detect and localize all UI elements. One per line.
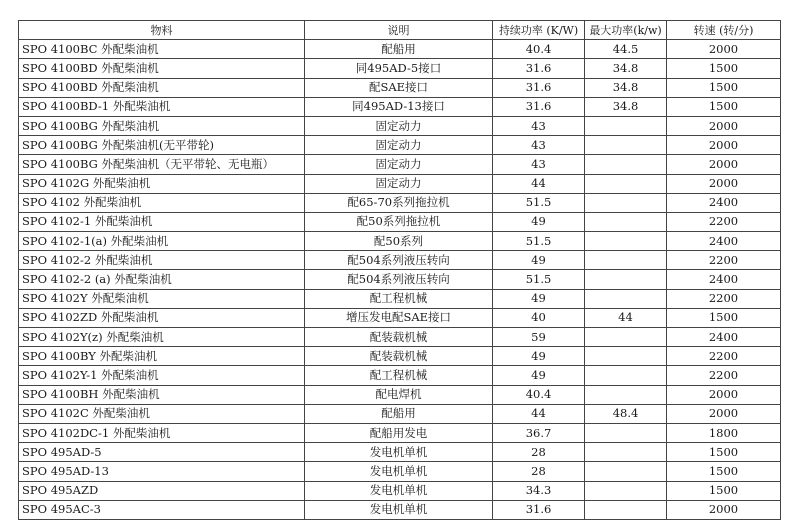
table-row bbox=[19, 443, 781, 462]
table-row bbox=[19, 155, 781, 174]
table-row bbox=[19, 347, 781, 366]
description-cell: 配船用发电 bbox=[305, 423, 493, 442]
continuous-power-cell: 51.5 bbox=[493, 193, 585, 212]
col-header-material: 物料 bbox=[19, 21, 305, 40]
continuous-power-cell: 59 bbox=[493, 328, 585, 347]
description-cell: 配装载机械 bbox=[305, 347, 493, 366]
material-cell: SPO 4100BG 外配柴油机(无平带轮) bbox=[19, 136, 305, 155]
max-power-cell: 48.4 bbox=[585, 404, 667, 423]
speed-cell: 2000 bbox=[667, 174, 781, 193]
table-body bbox=[19, 40, 781, 520]
table-row bbox=[19, 174, 781, 193]
description-cell: 配65-70系列拖拉机 bbox=[305, 193, 493, 212]
description-cell: 同495AD-13接口 bbox=[305, 97, 493, 116]
material-cell: SPO 4102-1(a) 外配柴油机 bbox=[19, 232, 305, 251]
product-table-sheet bbox=[18, 20, 780, 520]
continuous-power-cell: 31.6 bbox=[493, 59, 585, 78]
speed-cell: 2400 bbox=[667, 232, 781, 251]
description-cell: 增压发电配SAE接口 bbox=[305, 308, 493, 327]
speed-cell: 1500 bbox=[667, 443, 781, 462]
speed-cell: 2000 bbox=[667, 500, 781, 519]
table-row bbox=[19, 97, 781, 116]
table-row bbox=[19, 59, 781, 78]
speed-cell: 2000 bbox=[667, 404, 781, 423]
continuous-power-cell: 51.5 bbox=[493, 270, 585, 289]
description-cell: 发电机单机 bbox=[305, 443, 493, 462]
table-row bbox=[19, 270, 781, 289]
speed-cell: 1500 bbox=[667, 59, 781, 78]
table-row bbox=[19, 308, 781, 327]
continuous-power-cell: 49 bbox=[493, 289, 585, 308]
continuous-power-cell: 40 bbox=[493, 308, 585, 327]
col-header-max-power: 最大功率(k/w) bbox=[585, 21, 667, 40]
speed-cell: 1500 bbox=[667, 462, 781, 481]
continuous-power-cell: 36.7 bbox=[493, 423, 585, 442]
continuous-power-cell: 43 bbox=[493, 155, 585, 174]
description-cell: 配50系列拖拉机 bbox=[305, 212, 493, 231]
material-cell: SPO 4100BC 外配柴油机 bbox=[19, 40, 305, 59]
material-cell: SPO 4102-2 (a) 外配柴油机 bbox=[19, 270, 305, 289]
description-cell: 配504系列液压转向 bbox=[305, 270, 493, 289]
max-power-cell bbox=[585, 347, 667, 366]
max-power-cell: 44.5 bbox=[585, 40, 667, 59]
max-power-cell bbox=[585, 443, 667, 462]
max-power-cell bbox=[585, 500, 667, 519]
table-row bbox=[19, 40, 781, 59]
material-cell: SPO 4102Y(z) 外配柴油机 bbox=[19, 328, 305, 347]
continuous-power-cell: 49 bbox=[493, 366, 585, 385]
header-row bbox=[19, 21, 781, 40]
material-cell: SPO 495AC-3 bbox=[19, 500, 305, 519]
max-power-cell bbox=[585, 155, 667, 174]
continuous-power-cell: 44 bbox=[493, 404, 585, 423]
table-row bbox=[19, 423, 781, 442]
max-power-cell bbox=[585, 423, 667, 442]
table-row bbox=[19, 232, 781, 251]
product-table bbox=[18, 20, 781, 520]
description-cell: 固定动力 bbox=[305, 174, 493, 193]
material-cell: SPO 4102C 外配柴油机 bbox=[19, 404, 305, 423]
description-cell: 发电机单机 bbox=[305, 462, 493, 481]
continuous-power-cell: 31.6 bbox=[493, 500, 585, 519]
speed-cell: 2400 bbox=[667, 193, 781, 212]
continuous-power-cell: 34.3 bbox=[493, 481, 585, 500]
table-row bbox=[19, 136, 781, 155]
speed-cell: 1500 bbox=[667, 78, 781, 97]
max-power-cell bbox=[585, 289, 667, 308]
continuous-power-cell: 51.5 bbox=[493, 232, 585, 251]
material-cell: SPO 4100BG 外配柴油机 bbox=[19, 116, 305, 135]
continuous-power-cell: 31.6 bbox=[493, 97, 585, 116]
description-cell: 固定动力 bbox=[305, 155, 493, 174]
material-cell: SPO 4100BY 外配柴油机 bbox=[19, 347, 305, 366]
speed-cell: 2000 bbox=[667, 385, 781, 404]
col-header-continuous-power: 持续功率 (K/W) bbox=[493, 21, 585, 40]
material-cell: SPO 495AZD bbox=[19, 481, 305, 500]
speed-cell: 2000 bbox=[667, 136, 781, 155]
material-cell: SPO 4100BD-1 外配柴油机 bbox=[19, 97, 305, 116]
max-power-cell bbox=[585, 212, 667, 231]
description-cell: 配50系列 bbox=[305, 232, 493, 251]
table-row bbox=[19, 481, 781, 500]
max-power-cell bbox=[585, 232, 667, 251]
material-cell: SPO 4102 外配柴油机 bbox=[19, 193, 305, 212]
table-row bbox=[19, 251, 781, 270]
max-power-cell: 44 bbox=[585, 308, 667, 327]
table-row bbox=[19, 328, 781, 347]
continuous-power-cell: 40.4 bbox=[493, 385, 585, 404]
speed-cell: 1500 bbox=[667, 308, 781, 327]
max-power-cell bbox=[585, 136, 667, 155]
max-power-cell bbox=[585, 385, 667, 404]
material-cell: SPO 4102G 外配柴油机 bbox=[19, 174, 305, 193]
speed-cell: 2000 bbox=[667, 155, 781, 174]
continuous-power-cell: 49 bbox=[493, 251, 585, 270]
continuous-power-cell: 40.4 bbox=[493, 40, 585, 59]
material-cell: SPO 495AD-5 bbox=[19, 443, 305, 462]
speed-cell: 1500 bbox=[667, 97, 781, 116]
max-power-cell bbox=[585, 328, 667, 347]
speed-cell: 2000 bbox=[667, 116, 781, 135]
description-cell: 配工程机械 bbox=[305, 289, 493, 308]
description-cell: 同495AD-5接口 bbox=[305, 59, 493, 78]
description-cell: 发电机单机 bbox=[305, 481, 493, 500]
material-cell: SPO 4102-1 外配柴油机 bbox=[19, 212, 305, 231]
material-cell: SPO 4100BH 外配柴油机 bbox=[19, 385, 305, 404]
description-cell: 配船用 bbox=[305, 404, 493, 423]
description-cell: 发电机单机 bbox=[305, 500, 493, 519]
col-header-description: 说明 bbox=[305, 21, 493, 40]
table-row bbox=[19, 193, 781, 212]
description-cell: 配工程机械 bbox=[305, 366, 493, 385]
speed-cell: 2400 bbox=[667, 328, 781, 347]
max-power-cell: 34.8 bbox=[585, 78, 667, 97]
speed-cell: 2200 bbox=[667, 347, 781, 366]
continuous-power-cell: 49 bbox=[493, 212, 585, 231]
table-row bbox=[19, 212, 781, 231]
continuous-power-cell: 43 bbox=[493, 136, 585, 155]
material-cell: SPO 4100BG 外配柴油机（无平带轮、无电瓶） bbox=[19, 155, 305, 174]
material-cell: SPO 4102ZD 外配柴油机 bbox=[19, 308, 305, 327]
speed-cell: 2400 bbox=[667, 270, 781, 289]
description-cell: 固定动力 bbox=[305, 116, 493, 135]
speed-cell: 2200 bbox=[667, 212, 781, 231]
continuous-power-cell: 49 bbox=[493, 347, 585, 366]
table-row bbox=[19, 78, 781, 97]
max-power-cell bbox=[585, 481, 667, 500]
table-row bbox=[19, 500, 781, 519]
speed-cell: 2200 bbox=[667, 251, 781, 270]
material-cell: SPO 495AD-13 bbox=[19, 462, 305, 481]
table-row bbox=[19, 116, 781, 135]
speed-cell: 1800 bbox=[667, 423, 781, 442]
description-cell: 配装载机械 bbox=[305, 328, 493, 347]
table-row bbox=[19, 289, 781, 308]
description-cell: 配SAE接口 bbox=[305, 78, 493, 97]
max-power-cell bbox=[585, 462, 667, 481]
description-cell: 固定动力 bbox=[305, 136, 493, 155]
max-power-cell: 34.8 bbox=[585, 59, 667, 78]
max-power-cell bbox=[585, 174, 667, 193]
max-power-cell bbox=[585, 251, 667, 270]
speed-cell: 2200 bbox=[667, 289, 781, 308]
continuous-power-cell: 43 bbox=[493, 116, 585, 135]
continuous-power-cell: 28 bbox=[493, 443, 585, 462]
material-cell: SPO 4102-2 外配柴油机 bbox=[19, 251, 305, 270]
material-cell: SPO 4102Y-1 外配柴油机 bbox=[19, 366, 305, 385]
material-cell: SPO 4100BD 外配柴油机 bbox=[19, 59, 305, 78]
table-row bbox=[19, 366, 781, 385]
max-power-cell bbox=[585, 193, 667, 212]
table-row bbox=[19, 385, 781, 404]
continuous-power-cell: 31.6 bbox=[493, 78, 585, 97]
material-cell: SPO 4102DC-1 外配柴油机 bbox=[19, 423, 305, 442]
continuous-power-cell: 44 bbox=[493, 174, 585, 193]
speed-cell: 2200 bbox=[667, 366, 781, 385]
table-row bbox=[19, 462, 781, 481]
description-cell: 配504系列液压转向 bbox=[305, 251, 493, 270]
max-power-cell: 34.8 bbox=[585, 97, 667, 116]
speed-cell: 1500 bbox=[667, 481, 781, 500]
table-row bbox=[19, 404, 781, 423]
material-cell: SPO 4100BD 外配柴油机 bbox=[19, 78, 305, 97]
col-header-speed: 转速 (转/分) bbox=[667, 21, 781, 40]
material-cell: SPO 4102Y 外配柴油机 bbox=[19, 289, 305, 308]
max-power-cell bbox=[585, 270, 667, 289]
max-power-cell bbox=[585, 366, 667, 385]
speed-cell: 2000 bbox=[667, 40, 781, 59]
continuous-power-cell: 28 bbox=[493, 462, 585, 481]
max-power-cell bbox=[585, 116, 667, 135]
description-cell: 配电焊机 bbox=[305, 385, 493, 404]
description-cell: 配船用 bbox=[305, 40, 493, 59]
